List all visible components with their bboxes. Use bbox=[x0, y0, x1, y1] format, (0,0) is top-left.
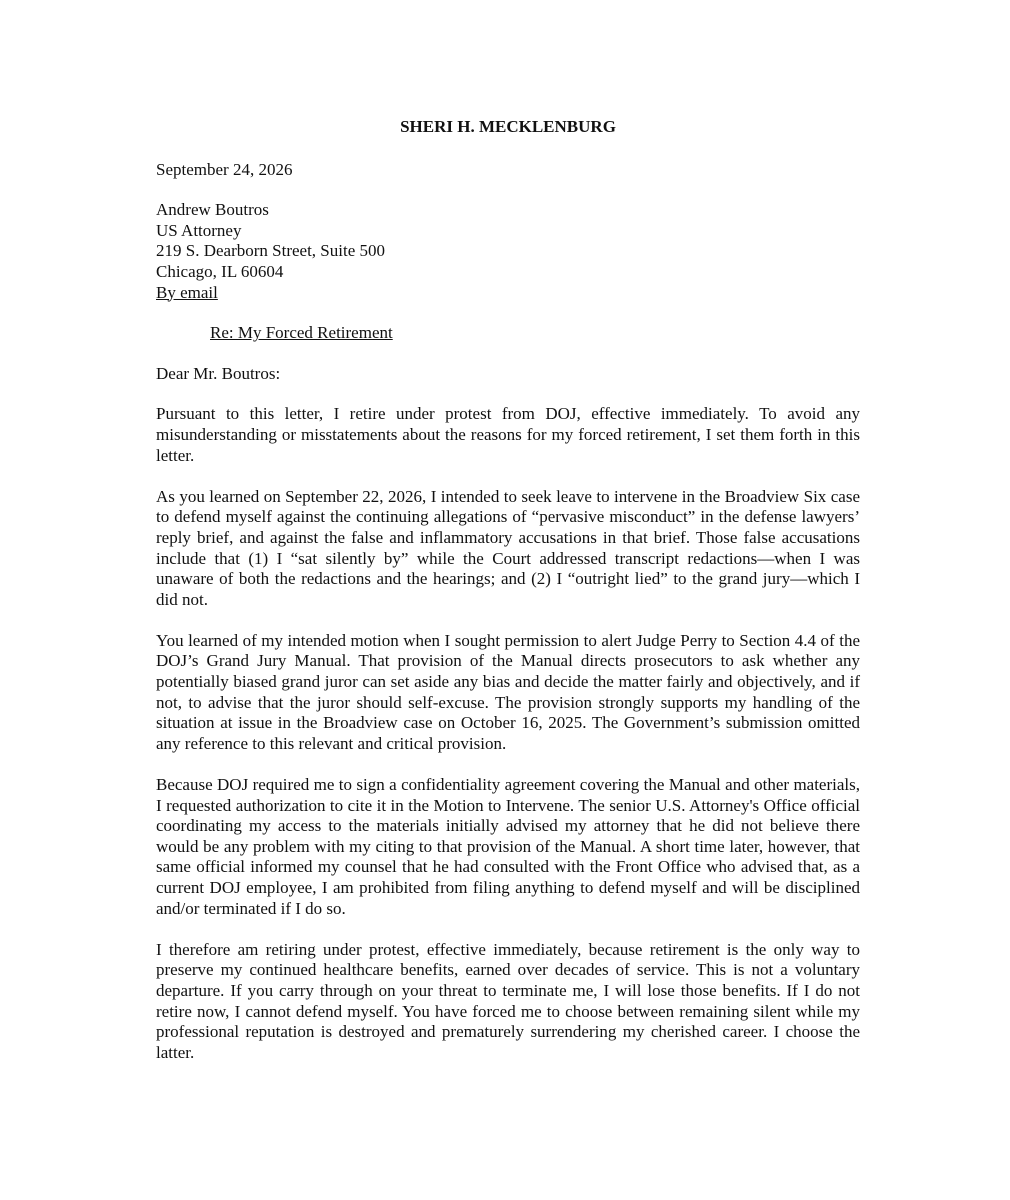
recipient-street: 219 S. Dearborn Street, Suite 500 bbox=[156, 241, 385, 261]
body-paragraph-3: You learned of my intended motion when I sought permission to alert Judge Perry to Section 4.4 of the DOJ’s Grand Jury Manual. That provision of the Manual directs prosecutors to ask whether any potentially biased grand juror can set aside any bias and decide the matter fairly and objectively, and if not, to advise that the juror should self-excuse. The provision strongly supports my handling of the situation at issue in the Broadview case on October 16, 2025. The Government’s submission omitted any reference to this relevant and critical provision. bbox=[156, 630, 860, 753]
recipient-title: US Attorney bbox=[156, 220, 242, 240]
recipient-address-block bbox=[156, 200, 860, 303]
delivery-method: By email bbox=[156, 282, 218, 302]
letter-page bbox=[156, 117, 860, 1084]
body-paragraph-1: Pursuant to this letter, I retire under protest from DOJ, effective immediately. To avoid any misunderstanding or misstatements about the reasons for my forced retirement, I set them forth in this letter. bbox=[156, 404, 860, 465]
recipient-city: Chicago, IL 60604 bbox=[156, 261, 284, 281]
recipient-name: Andrew Boutros bbox=[156, 200, 269, 220]
body-paragraph-4: Because DOJ required me to sign a confidentiality agreement covering the Manual and other materials, I requested authorization to cite it in the Motion to Intervene. The senior U.S. Attorney's Office official coordinating my access to the materials initially advised my attorney that he did not believe there would be any problem with my citing to that provision of the Manual. A short time later, however, that same official informed my counsel that he had consulted with the Front Office who advised that, as a current DOJ employee, I am prohibited from filing anything to defend myself and will be disciplined and/or terminated if I do so. bbox=[156, 775, 860, 918]
salutation: Dear Mr. Boutros: bbox=[156, 363, 281, 383]
body-paragraph-2: As you learned on September 22, 2026, I intended to seek leave to intervene in the Broadview Six case to defend myself against the continuing allegations of “pervasive misconduct” in the defense lawyers’ reply brief, and against the false and inflammatory accusations in that brief. Those false accusations include that (1) I “sat silently by” while the Court addressed transcript redactions—when I was unaware of both the redactions and the hearings; and (2) I “outright lied” to the grand jury—which I did not. bbox=[156, 486, 860, 609]
subject-line: Re: My Forced Retirement bbox=[210, 323, 393, 343]
letter-date: September 24, 2026 bbox=[156, 159, 293, 179]
body-paragraph-5: I therefore am retiring under protest, effective immediately, because retirement is the only way to preserve my continued healthcare benefits, earned over decades of service. This is not a voluntary departure. If you carry through on your threat to terminate me, I will lose those benefits. If I do not retire now, I cannot defend myself. You have forced me to choose between remaining silent while my professional reputation is destroyed and prematurely surrendering my cherished career. I choose the latter. bbox=[156, 939, 860, 1062]
letterhead-name: SHERI H. MECKLENBURG bbox=[400, 117, 616, 136]
